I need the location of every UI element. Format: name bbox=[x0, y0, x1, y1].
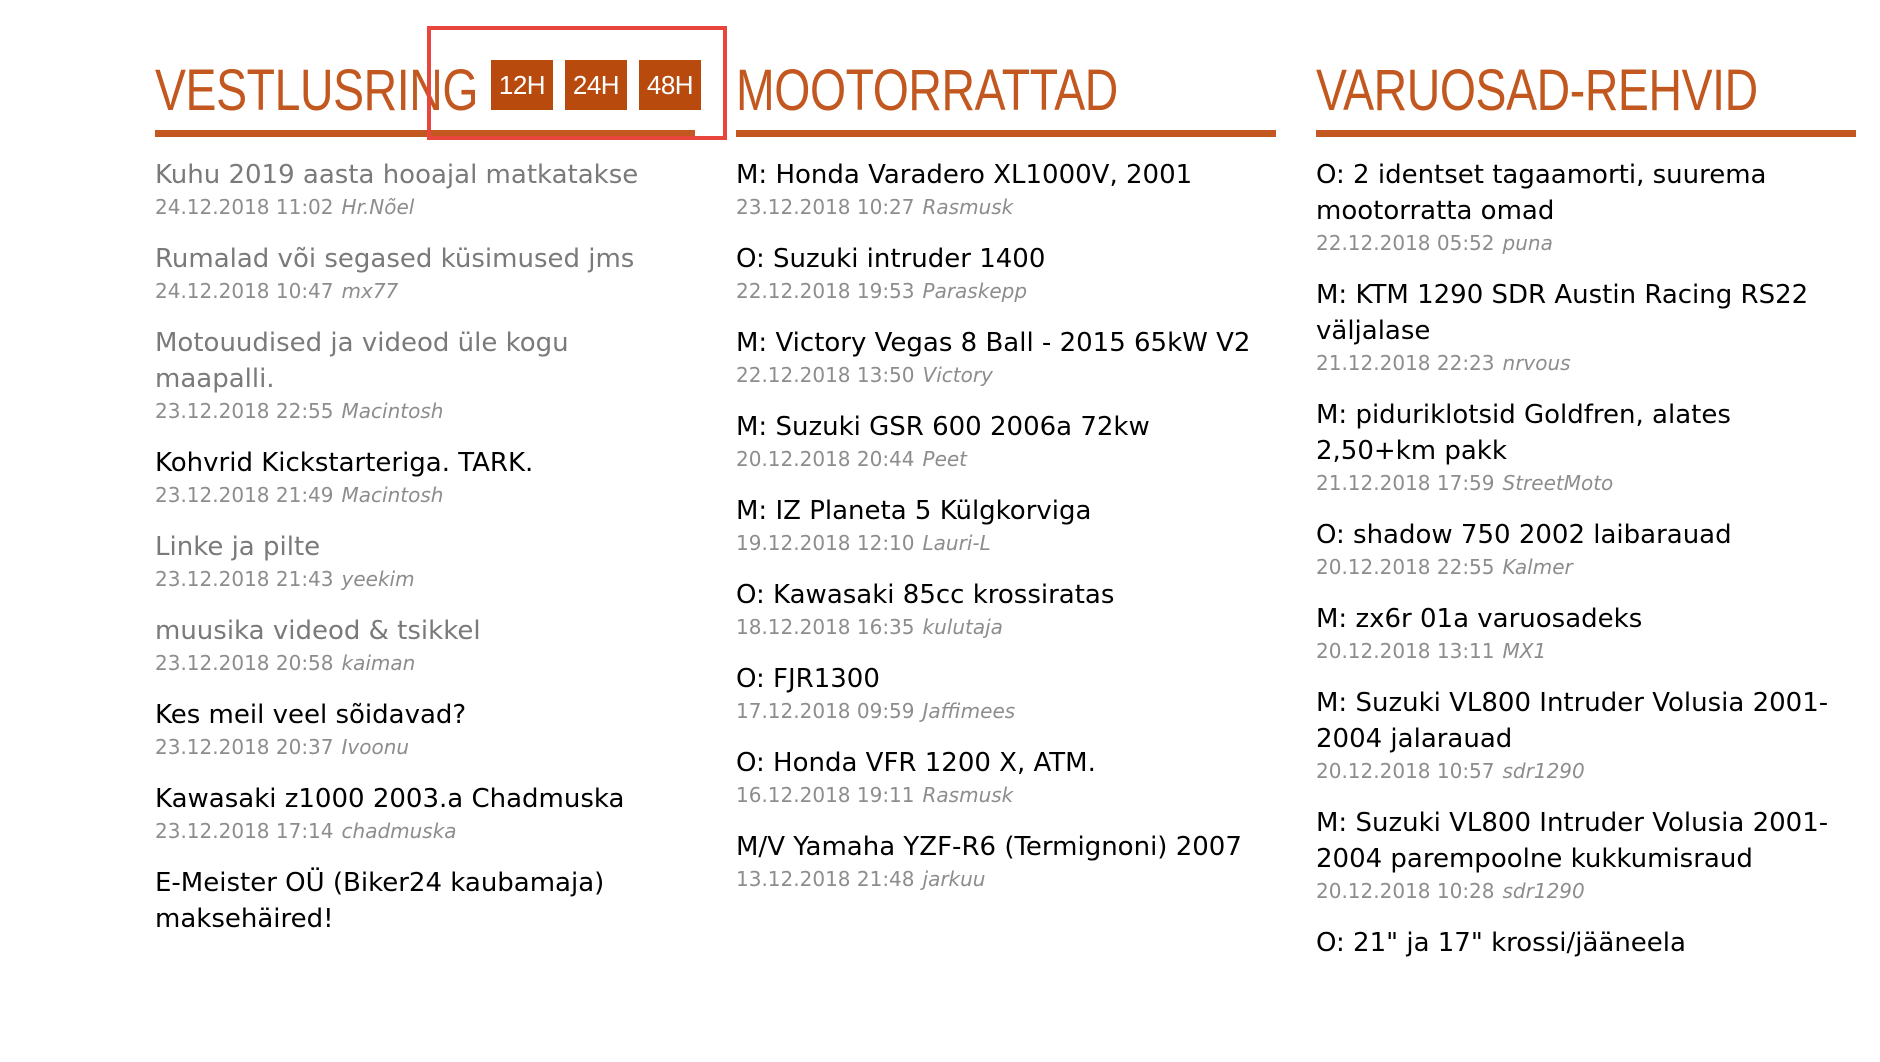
post-meta bbox=[1316, 553, 1856, 581]
post-author[interactable]: Kalmer bbox=[1502, 555, 1573, 579]
post-date: 24.12.2018 11:02 bbox=[155, 195, 334, 219]
post-title-link[interactable]: O: Kawasaki 85cc krossiratas bbox=[736, 580, 1115, 610]
post-author[interactable]: Victory bbox=[922, 363, 993, 387]
list-item bbox=[155, 613, 695, 677]
list-item bbox=[1316, 397, 1856, 497]
post-date: 24.12.2018 10:47 bbox=[155, 279, 334, 303]
post-date: 22.12.2018 05:52 bbox=[1316, 231, 1495, 255]
post-title-link[interactable]: M: Suzuki VL800 Intruder Volusia 2001-2004 parempoolne kukkumisraud bbox=[1316, 808, 1829, 874]
post-title-link[interactable]: E-Meister OÜ (Biker24 kaubamaja) maksehäired! bbox=[155, 868, 605, 934]
list-item bbox=[736, 409, 1276, 473]
post-title-link[interactable]: Kohvrid Kickstarteriga. TARK. bbox=[155, 448, 534, 478]
filter-48h-button[interactable]: 48H bbox=[639, 60, 701, 110]
post-title-link[interactable]: O: FJR1300 bbox=[736, 664, 880, 694]
post-author[interactable]: jarkuu bbox=[922, 867, 986, 891]
list-item bbox=[1316, 601, 1856, 665]
post-author[interactable]: kulutaja bbox=[922, 615, 1003, 639]
post-title-link[interactable]: M/V Yamaha YZF-R6 (Termignoni) 2007 bbox=[736, 832, 1242, 862]
list-item bbox=[155, 241, 695, 305]
column-vestlusring bbox=[155, 48, 695, 937]
post-title-link[interactable]: Kes meil veel sõidavad? bbox=[155, 700, 467, 730]
post-author[interactable]: Peet bbox=[922, 447, 968, 471]
post-title-link[interactable]: Motouudised ja videod üle kogu maapalli. bbox=[155, 328, 569, 394]
post-title-link[interactable]: O: 2 identset tagaamorti, suurema mootorratta omad bbox=[1316, 160, 1767, 226]
post-title-link[interactable]: muusika videod & tsikkel bbox=[155, 616, 481, 646]
post-meta bbox=[155, 277, 695, 305]
list-item bbox=[1316, 925, 1856, 961]
post-author[interactable]: kaiman bbox=[341, 651, 416, 675]
post-title-link[interactable]: Kawasaki z1000 2003.a Chadmuska bbox=[155, 784, 625, 814]
post-meta bbox=[736, 193, 1276, 221]
post-title-link[interactable]: O: shadow 750 2002 laibarauad bbox=[1316, 520, 1732, 550]
list-item bbox=[1316, 157, 1856, 257]
post-title-link[interactable]: M: IZ Planeta 5 Külgkorviga bbox=[736, 496, 1092, 526]
list-item bbox=[736, 745, 1276, 809]
post-title-link[interactable]: M: zx6r 01a varuosadeks bbox=[1316, 604, 1643, 634]
list-item bbox=[155, 157, 695, 221]
post-author[interactable]: Macintosh bbox=[341, 483, 444, 507]
post-meta bbox=[736, 445, 1276, 473]
post-author[interactable]: puna bbox=[1502, 231, 1553, 255]
post-author[interactable]: Rasmusk bbox=[922, 783, 1014, 807]
post-meta bbox=[155, 817, 695, 845]
post-date: 23.12.2018 21:49 bbox=[155, 483, 334, 507]
list-item bbox=[736, 493, 1276, 557]
filter-12h-button[interactable]: 12H bbox=[491, 60, 553, 110]
post-meta bbox=[736, 361, 1276, 389]
post-author[interactable]: Ivoonu bbox=[341, 735, 410, 759]
post-date: 21.12.2018 17:59 bbox=[1316, 471, 1495, 495]
post-date: 23.12.2018 10:27 bbox=[736, 195, 915, 219]
post-author[interactable]: chadmuska bbox=[341, 819, 457, 843]
post-meta bbox=[1316, 877, 1856, 905]
list-item bbox=[155, 325, 695, 425]
post-date: 22.12.2018 19:53 bbox=[736, 279, 915, 303]
post-meta bbox=[1316, 757, 1856, 785]
post-date: 13.12.2018 21:48 bbox=[736, 867, 915, 891]
post-author[interactable]: Rasmusk bbox=[922, 195, 1014, 219]
post-meta bbox=[155, 481, 695, 509]
column-header bbox=[736, 48, 1276, 137]
post-title-link[interactable]: O: 21" ja 17" krossi/jääneela bbox=[1316, 928, 1686, 958]
post-author[interactable]: mx77 bbox=[341, 279, 399, 303]
post-meta bbox=[1316, 349, 1856, 377]
list-item bbox=[155, 445, 695, 509]
post-date: 23.12.2018 22:55 bbox=[155, 399, 334, 423]
post-meta bbox=[155, 733, 695, 761]
post-meta bbox=[155, 397, 695, 425]
post-meta bbox=[1316, 229, 1856, 257]
post-date: 16.12.2018 19:11 bbox=[736, 783, 915, 807]
list-item bbox=[1316, 277, 1856, 377]
list-item bbox=[736, 577, 1276, 641]
column-varuosad-rehvid bbox=[1316, 48, 1856, 961]
post-meta bbox=[736, 697, 1276, 725]
post-date: 20.12.2018 22:55 bbox=[1316, 555, 1495, 579]
list-item bbox=[736, 661, 1276, 725]
post-author[interactable]: sdr1290 bbox=[1502, 879, 1585, 903]
post-date: 18.12.2018 16:35 bbox=[736, 615, 915, 639]
post-date: 20.12.2018 13:11 bbox=[1316, 639, 1495, 663]
post-date: 20.12.2018 20:44 bbox=[736, 447, 915, 471]
post-title-link[interactable]: M: KTM 1290 SDR Austin Racing RS22 väljalase bbox=[1316, 280, 1809, 346]
post-date: 22.12.2018 13:50 bbox=[736, 363, 915, 387]
post-meta bbox=[155, 193, 695, 221]
post-author[interactable]: sdr1290 bbox=[1502, 759, 1585, 783]
post-title-link[interactable]: Linke ja pilte bbox=[155, 532, 321, 562]
post-author[interactable]: yeekim bbox=[341, 567, 415, 591]
post-meta bbox=[736, 529, 1276, 557]
post-date: 23.12.2018 17:14 bbox=[155, 819, 334, 843]
column-mootorrattad bbox=[736, 48, 1276, 893]
post-date: 23.12.2018 20:37 bbox=[155, 735, 334, 759]
post-author[interactable]: Macintosh bbox=[341, 399, 444, 423]
post-title-link[interactable]: M: Suzuki VL800 Intruder Volusia 2001-2004 jalarauad bbox=[1316, 688, 1829, 754]
post-meta bbox=[736, 865, 1276, 893]
post-meta bbox=[1316, 637, 1856, 665]
post-meta bbox=[1316, 469, 1856, 497]
post-title-link[interactable]: Kuhu 2019 aasta hooajal matkatakse bbox=[155, 160, 639, 190]
post-date: 23.12.2018 20:58 bbox=[155, 651, 334, 675]
time-filter-group bbox=[491, 60, 701, 110]
filter-24h-button[interactable]: 24H bbox=[565, 60, 627, 110]
post-date: 20.12.2018 10:28 bbox=[1316, 879, 1495, 903]
column-title[interactable]: MOOTORRATTAD bbox=[736, 58, 1118, 123]
post-title-link[interactable]: O: Honda VFR 1200 X, ATM. bbox=[736, 748, 1096, 778]
post-author[interactable]: Hr.Nõel bbox=[341, 195, 415, 219]
post-author[interactable]: Lauri-L bbox=[922, 531, 991, 555]
post-date: 20.12.2018 10:57 bbox=[1316, 759, 1495, 783]
post-date: 21.12.2018 22:23 bbox=[1316, 351, 1495, 375]
post-meta bbox=[155, 649, 695, 677]
list-item bbox=[1316, 517, 1856, 581]
post-date: 23.12.2018 21:43 bbox=[155, 567, 334, 591]
list-item bbox=[155, 865, 695, 937]
post-title-link[interactable]: O: Suzuki intruder 1400 bbox=[736, 244, 1046, 274]
post-title-link[interactable]: M: Suzuki GSR 600 2006a 72kw bbox=[736, 412, 1150, 442]
post-date: 17.12.2018 09:59 bbox=[736, 699, 915, 723]
post-date: 19.12.2018 12:10 bbox=[736, 531, 915, 555]
post-title-link[interactable]: M: piduriklotsid Goldfren, alates 2,50+km pakk bbox=[1316, 400, 1731, 466]
list-item bbox=[736, 829, 1276, 893]
post-title-link[interactable]: M: Honda Varadero XL1000V, 2001 bbox=[736, 160, 1193, 190]
post-list bbox=[1316, 157, 1856, 961]
post-author[interactable]: StreetMoto bbox=[1502, 471, 1614, 495]
post-author[interactable]: MX1 bbox=[1502, 639, 1547, 663]
post-title-link[interactable]: Rumalad või segased küsimused jms bbox=[155, 244, 635, 274]
list-item bbox=[155, 529, 695, 593]
list-item bbox=[155, 781, 695, 845]
column-title[interactable]: VARUOSAD-REHVID bbox=[1316, 58, 1758, 123]
post-author[interactable]: Paraskepp bbox=[922, 279, 1028, 303]
column-header bbox=[155, 48, 695, 137]
column-title[interactable]: VESTLUSRING bbox=[155, 58, 479, 123]
post-meta bbox=[736, 781, 1276, 809]
post-author[interactable]: Jaffimees bbox=[922, 699, 1016, 723]
list-item bbox=[1316, 805, 1856, 905]
post-meta bbox=[736, 613, 1276, 641]
post-title-link[interactable]: M: Victory Vegas 8 Ball - 2015 65kW V2 bbox=[736, 328, 1251, 358]
post-list bbox=[155, 157, 695, 937]
column-header bbox=[1316, 48, 1856, 137]
list-item bbox=[1316, 685, 1856, 785]
post-author[interactable]: nrvous bbox=[1502, 351, 1571, 375]
list-item bbox=[736, 241, 1276, 305]
post-meta bbox=[736, 277, 1276, 305]
post-meta bbox=[155, 565, 695, 593]
post-list bbox=[736, 157, 1276, 893]
list-item bbox=[155, 697, 695, 761]
list-item bbox=[736, 157, 1276, 221]
list-item bbox=[736, 325, 1276, 389]
